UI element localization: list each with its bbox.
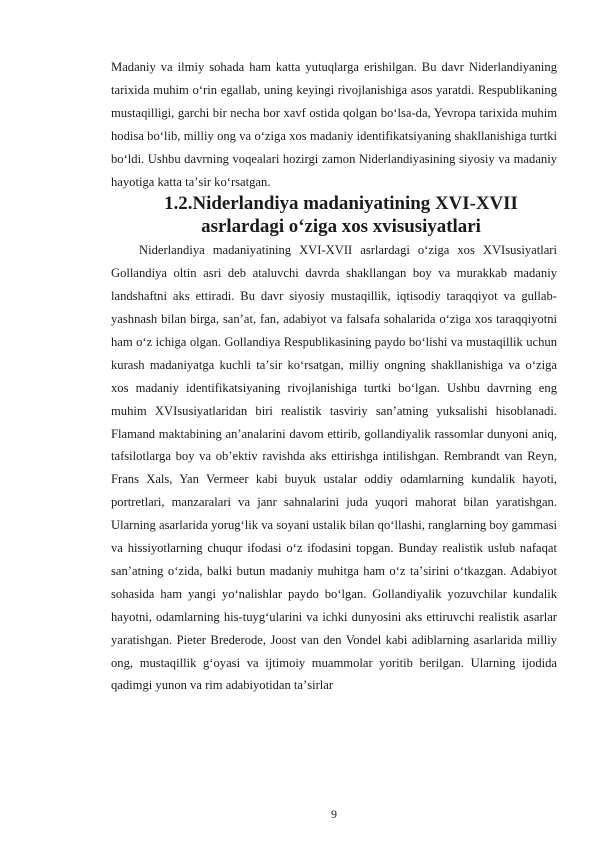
intro-paragraph: Madaniy va ilmiy sohada ham katta yutuqlarga erishilgan. Bu davr Niderlandiyaning tarixida muhim oʻrin egallab, uning keyingi rivojlanishiga asos yaratdi. Respublikaning mustaqilligi, garchi bir necha bor xavf ostida qolgan boʻlsa-da, Yevropa tarixida muhim hodisa boʻlib, milliy ong va oʻziga xos madaniy identifikatsiyaning shakllanishiga turtki boʻldi. Ushbu davrning voqealari hozirgi zamon Niderlandiyasining siyosiy va madaniy hayotiga katta taʼsir koʻrsatgan. <box>111 60 557 189</box>
section-heading: 1.2.Niderlandiya madaniyatining XVI-XVII asrlardagi oʻziga xos xvisusiyatlari <box>164 193 518 238</box>
page-number: 9 <box>331 807 337 821</box>
section-paragraph: Niderlandiya madaniyatining XVI-XVII asrlardagi oʻziga xos XVIsusiyatlari Gollandiya oltin asri deb ataluvchi davrda shakllangan boy va murakkab madaniy landshaftni aks ettiradi. Bu davr siyosiy mustaqillik, iqtisodiy taraqqiyot va gullab-yashnash bilan birga, sanʼat, fan, adabiyot va falsafa sohalarida oʻziga xos taraqqiyotni ham oʻz ichiga olgan. Gollandiya Respublikasining paydo boʻlishi va mustaqillik uchun kurash madaniyatga kuchli taʼsir koʻrsatgan, milliy ongning shakllanishiga va oʻziga xos madaniy identifikatsiyaning rivojlanishiga turtki boʻlgan. Ushbu davrning eng muhim XVIsusiyatlaridan biri realistik tasviriy sanʼatning yuksalishi hisoblanadi. Flamand maktabining anʼanalarini davom ettirib, gollandiyalik rassomlar dunyoni aniq, tafsilotlarga boy va obʼektiv ravishda aks ettirishga intilishgan. Rembrandt van Reyn, Frans Xals, Yan Vermeer kabi buyuk ustalar oddiy odamlarning kundalik hayoti, portretlari, manzaralari va janr sahnalarini juda yuqori mahorat bilan yaratishgan. Ularning asarlarida yorugʻlik va soyani ustalik bilan qoʻllashi, ranglarning boy gammasi va hissiyotlarning chuqur ifodasi oʻz ifodasini topgan. Bunday realistik uslub nafaqat sanʼatning oʻzida, balki butun madaniy muhitga ham oʻz taʼsirini oʻtkazgan. Adabiyot sohasida ham yangi yoʻnalishlar paydo boʻlgan. Gollandiyalik yozuvchilar kundalik hayotni, odamlarning his-tuygʻularini va ichki dunyosini aks ettiruvchi realistik asarlar yaratishgan. Pieter Brederode, Joost van den Vondel kabi adiblarning asarlarida milliy ong, mustaqillik gʻoyasi va ijtimoiy muammolar yoritib berilgan. Ularning ijodida qadimgi yunon va rim adabiyotidan taʼsirlar <box>111 243 557 693</box>
